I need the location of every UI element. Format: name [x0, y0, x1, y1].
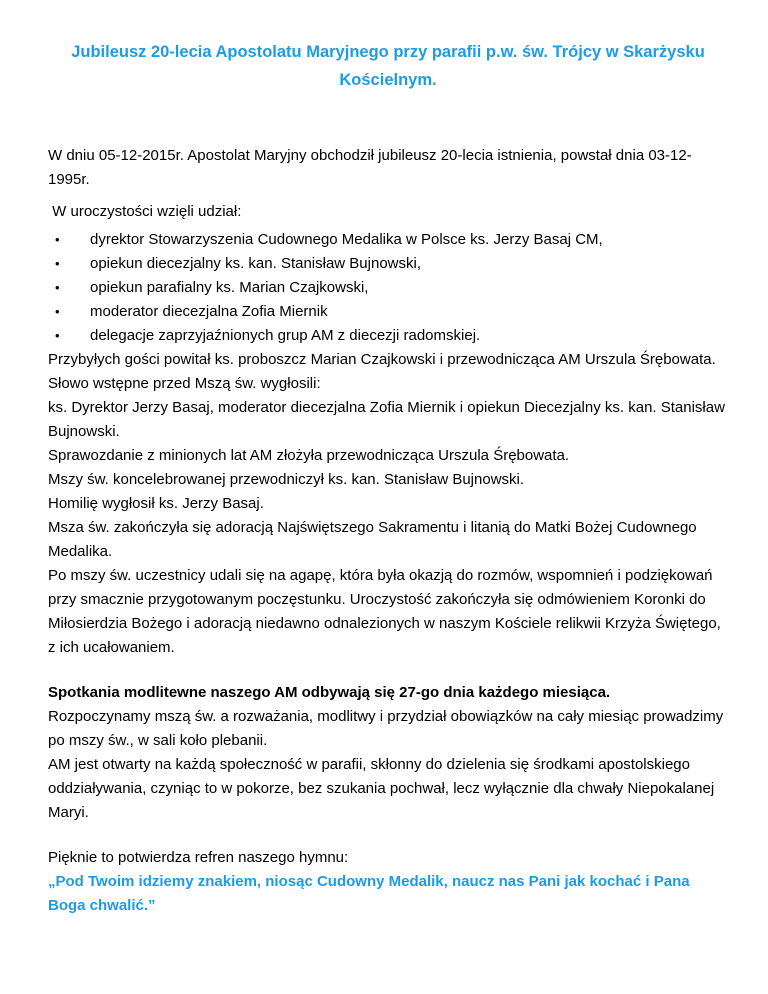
meetings-paragraph: AM jest otwarty na każdą społeczność w parafii, skłonny do dzielenia się środkami apostolskiego oddziaływania, czyniąc to w pokorze, bez szukania pochwał, lecz wyłącznie dla chwały Niepokalanej Maryi. [48, 756, 715, 821]
meetings-paragraph: Rozpoczynamy mszą św. a rozważania, modlitwy i przydział obowiązków na cały miesiąc prowadzimy po mszy św., w sali koło plebanii. [48, 708, 724, 749]
participant-text: opiekun parafialny ks. Marian Czajkowski, [90, 279, 369, 296]
list-item [48, 252, 728, 276]
bullet-icon: • [55, 256, 60, 271]
bullet-icon: • [55, 328, 60, 343]
participants-heading: W uroczystości wzięli udział: [48, 203, 242, 220]
participant-text: opiekun diecezjalny ks. kan. Stanisław Bujnowski, [90, 255, 422, 272]
bullet-icon: • [55, 304, 60, 319]
list-item [48, 276, 728, 300]
participants-list [48, 228, 728, 348]
bullet-icon: • [55, 232, 60, 247]
list-item [48, 324, 728, 348]
document-page [48, 38, 728, 918]
list-item [48, 300, 728, 324]
intro-paragraph: W dniu 05-12-2015r. Apostolat Maryjny obchodził jubileusz 20-lecia istnienia, powstał dnia 03-12-1995r. [48, 147, 692, 188]
participant-text: delegacje zaprzyjaźnionych grup AM z diecezji radomskiej. [90, 327, 481, 344]
participant-text: dyrektor Stowarzyszenia Cudownego Medalika w Polsce ks. Jerzy Basaj CM, [90, 231, 603, 248]
meetings-heading: Spotkania modlitewne naszego AM odbywają się 27-go dnia każdego miesiąca. [48, 684, 611, 701]
hymn-intro: Pięknie to potwierdza refren naszego hymnu: [48, 849, 349, 866]
narrative-line: Sprawozdanie z minionych lat AM złożyła przewodnicząca Urszula Śrębowata. [48, 447, 570, 464]
document-title: Jubileusz 20-lecia Apostolatu Maryjnego przy parafii p.w. św. Trójcy w Skarżysku Kościelnym. [71, 43, 705, 89]
bullet-icon: • [55, 280, 60, 295]
hymn-quote: „Pod Twoim idziemy znakiem, niosąc Cudowny Medalik, naucz nas Pani jak kochać i Pana Boga chwalić.” [48, 873, 690, 914]
narrative-line: Homilię wygłosił ks. Jerzy Basaj. [48, 495, 264, 512]
narrative-line: Przybyłych gości powitał ks. proboszcz Marian Czajkowski i przewodnicząca AM Urszula Śrębowata. [48, 351, 716, 368]
participant-text: moderator diecezjalna Zofia Miernik [90, 303, 328, 320]
list-item [48, 228, 728, 252]
narrative-line: ks. Dyrektor Jerzy Basaj, moderator diecezjalna Zofia Miernik i opiekun Diecezjalny ks. kan. Stanisław Bujnowski. [48, 399, 725, 440]
narrative-line: Msza św. zakończyła się adoracją Najświętszego Sakramentu i litanią do Matki Bożej Cudownego Medalika. [48, 519, 697, 560]
narrative-line: Mszy św. koncelebrowanej przewodniczył ks. kan. Stanisław Bujnowski. [48, 471, 525, 488]
narrative-line: Po mszy św. uczestnicy udali się na agapę, która była okazją do rozmów, wspomnień i podziękowań przy smacznie przygotowanym poczęstunku. Uroczystość zakończyła się odmówieniem Koronki do Miłosierdzia Bożego i adoracją niedawno odnalezionych w naszym Kościele relikwii Krzyża Świętego, z ich ucałowaniem. [48, 567, 721, 656]
narrative-line: Słowo wstępne przed Mszą św. wygłosili: [48, 375, 321, 392]
